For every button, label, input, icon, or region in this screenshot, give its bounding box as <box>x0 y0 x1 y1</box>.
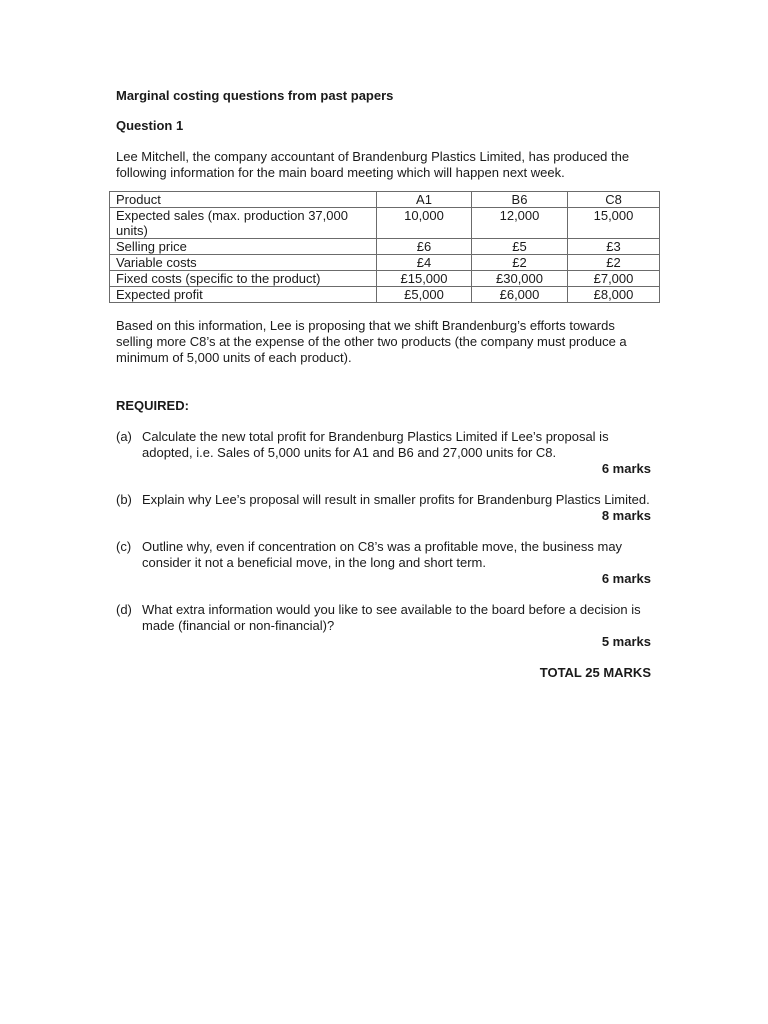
question-marks: 8 marks <box>601 508 651 523</box>
table-cell: 15,000 <box>568 208 660 239</box>
header-a1: A1 <box>377 192 472 208</box>
question-text: Outline why, even if concentration on C8’s was a profitable move, the business may consider it not a beneficial move, in the long and short term. <box>142 539 623 570</box>
question-text: Calculate the new total profit for Brandenburg Plastics Limited if Lee’s proposal is adopted, i.e. Sales of 5,000 units for A1 and B6 and 27,000 units for C8. <box>142 429 609 460</box>
table-cell: £3 <box>568 239 660 255</box>
row-label: Fixed costs (specific to the product) <box>110 271 377 287</box>
question-letter: (a) <box>116 429 132 444</box>
table-row <box>110 271 660 287</box>
header-product: Product <box>110 192 377 208</box>
table-row <box>110 255 660 271</box>
header-b6: B6 <box>472 192 568 208</box>
table-row <box>110 287 660 303</box>
total-marks: TOTAL 25 MARKS <box>539 665 651 680</box>
table-cell: £6 <box>377 239 472 255</box>
question-letter: (b) <box>116 492 132 507</box>
question-letter: (d) <box>116 602 132 617</box>
question-marks: 5 marks <box>601 634 651 649</box>
row-label: Expected profit <box>110 287 377 303</box>
row-label: Expected sales (max. production 37,000 units) <box>110 208 377 239</box>
table-cell: 12,000 <box>472 208 568 239</box>
question-d <box>116 602 660 650</box>
question-text: Explain why Lee’s proposal will result in smaller profits for Brandenburg Plastics Limited. <box>142 492 650 507</box>
product-table <box>109 191 660 303</box>
table-cell: £30,000 <box>472 271 568 287</box>
table-cell: 10,000 <box>377 208 472 239</box>
question-text: What extra information would you like to see available to the board before a decision is made (financial or non-financial)? <box>142 602 641 633</box>
table-cell: £6,000 <box>472 287 568 303</box>
table-cell: £4 <box>377 255 472 271</box>
question-c <box>116 539 660 587</box>
proposal-paragraph: Based on this information, Lee is proposing that we shift Brandenburg’s efforts towards selling more C8’s at the expense of the other two products (the company must produce a minimum of 5,000 units of each product). <box>116 318 627 365</box>
question-b <box>116 492 660 524</box>
table-cell: £15,000 <box>377 271 472 287</box>
question-letter: (c) <box>116 539 132 554</box>
table-cell: £5 <box>472 239 568 255</box>
table-header-row <box>110 192 660 208</box>
question-a <box>116 429 660 477</box>
table-row <box>110 239 660 255</box>
table-cell: £2 <box>568 255 660 271</box>
intro-paragraph: Lee Mitchell, the company accountant of Brandenburg Plastics Limited, has produced the following information for the main board meeting which will happen next week. <box>116 149 630 180</box>
required-heading: REQUIRED: <box>116 398 189 413</box>
table-cell: £8,000 <box>568 287 660 303</box>
table-cell: £7,000 <box>568 271 660 287</box>
table-row <box>110 208 660 239</box>
table-cell: £2 <box>472 255 568 271</box>
row-label: Variable costs <box>110 255 377 271</box>
row-label: Selling price <box>110 239 377 255</box>
question-marks: 6 marks <box>601 571 651 586</box>
header-c8: C8 <box>568 192 660 208</box>
question-marks: 6 marks <box>601 461 651 476</box>
table-cell: £5,000 <box>377 287 472 303</box>
document-title: Marginal costing questions from past papers <box>116 88 394 103</box>
document-page <box>116 88 660 681</box>
question-heading: Question 1 <box>116 118 184 133</box>
